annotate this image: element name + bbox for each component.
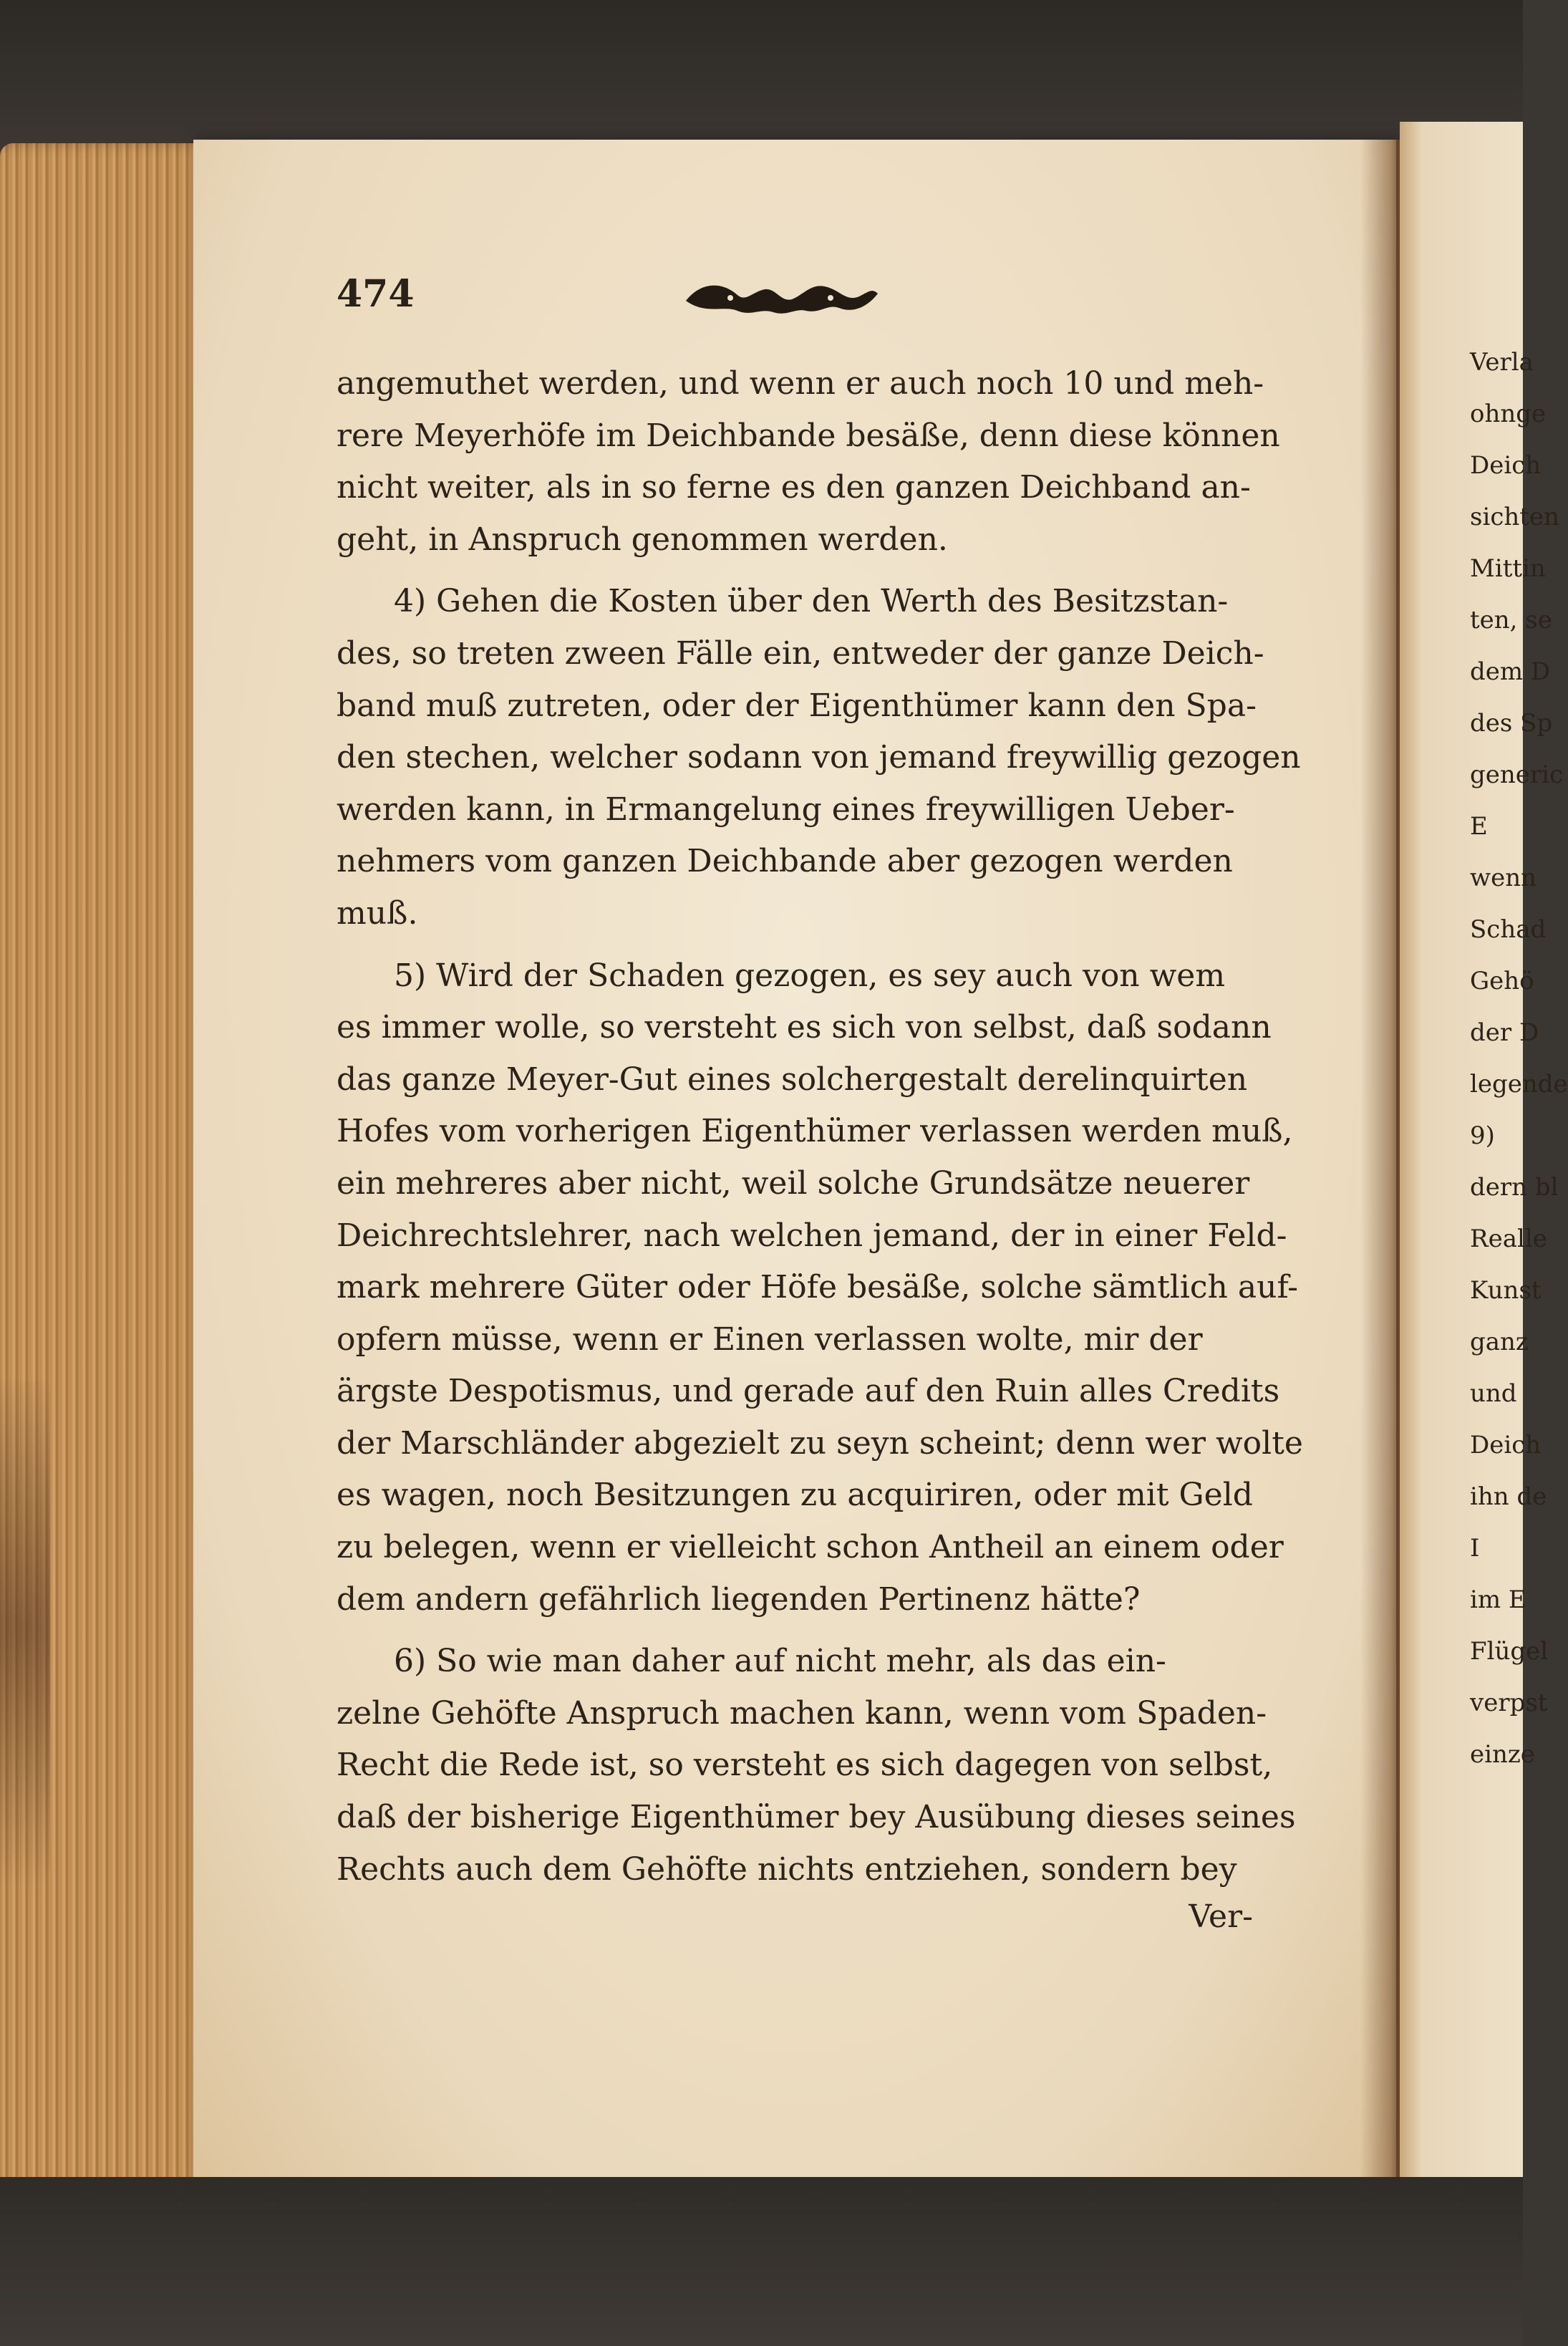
- margin-fragment: legende: [1470, 1070, 1568, 1099]
- paragraph-4: [337, 576, 1301, 940]
- page-header: [337, 272, 1267, 329]
- paragraph-6: [337, 1636, 1296, 1944]
- page-number: 474: [337, 272, 415, 316]
- facing-page-text: [1470, 337, 1568, 1780]
- margin-fragment: generic: [1470, 761, 1564, 789]
- printer-ornament-icon: [680, 274, 881, 324]
- text-line: Recht die Rede ist, so versteht es sich dagegen von selbst,: [337, 1747, 1273, 1784]
- margin-fragment: der D: [1470, 1018, 1539, 1047]
- margin-fragment: Schad: [1470, 915, 1547, 944]
- text-line: nehmers vom ganzen Deichbande aber gezogen werden: [337, 843, 1233, 880]
- margin-fragment: Realle: [1470, 1225, 1547, 1253]
- text-line: das ganze Meyer-Gut eines solchergestalt derelinquirten: [337, 1061, 1248, 1098]
- text-line: 5) Wird der Schaden gezogen, es sey auch von wem: [394, 957, 1226, 994]
- page-body: [337, 358, 1303, 1954]
- text-line: angemuthet werden, und wenn er auch noch 10 und meh-: [337, 365, 1264, 402]
- text-line: muß.: [337, 894, 418, 932]
- text-line: Rechts auch dem Gehöfte nichts entziehen, sondern bey: [337, 1850, 1237, 1888]
- margin-fragment: einze: [1470, 1740, 1535, 1769]
- margin-fragment: dem D: [1470, 657, 1551, 686]
- margin-fragment: sichten: [1470, 503, 1559, 531]
- margin-fragment: verpst: [1470, 1689, 1548, 1717]
- text-line: den stechen, welcher sodann von jemand freywillig gezogen: [337, 739, 1301, 776]
- margin-fragment: Mittin: [1470, 554, 1546, 583]
- paragraph-5: [337, 950, 1303, 1626]
- text-line: Deichrechtslehrer, nach welchen jemand, der in einer Feld-: [337, 1217, 1287, 1254]
- margin-fragment: 9): [1470, 1121, 1495, 1150]
- catchword: Ver-: [1189, 1898, 1253, 1936]
- margin-fragment: Deich: [1470, 451, 1542, 480]
- text-line: 4) Gehen die Kosten über den Werth des Besitzstan-: [394, 583, 1229, 620]
- margin-fragment: Flügel: [1470, 1637, 1549, 1666]
- text-line: es immer wolle, so versteht es sich von selbst, daß sodann: [337, 1009, 1272, 1046]
- margin-fragment: ten, se: [1470, 606, 1552, 634]
- margin-fragment: Verla: [1470, 348, 1534, 377]
- text-line: opfern müsse, wenn er Einen verlassen wolte, mir der: [337, 1321, 1203, 1358]
- text-line: ärgste Despotismus, und gerade auf den Ruin alles Credits: [337, 1373, 1280, 1410]
- book-gutter: [1360, 140, 1403, 2181]
- margin-fragment: Deich: [1470, 1431, 1542, 1459]
- margin-fragment: Kunst: [1470, 1276, 1542, 1305]
- margin-fragment: ihn de: [1470, 1482, 1547, 1511]
- text-line: nicht weiter, als in so ferne es den ganzen Deichband an-: [337, 469, 1251, 506]
- margin-fragment: ohnge: [1470, 400, 1547, 428]
- page-edges: [0, 143, 215, 2206]
- text-line: werden kann, in Ermangelung eines freywilligen Ueber-: [337, 791, 1235, 828]
- paragraph-continuation: [337, 358, 1280, 566]
- text-line: band muß zutreten, oder der Eigenthümer kann den Spa-: [337, 687, 1257, 724]
- text-line: geht, in Anspruch genommen werden.: [337, 521, 948, 558]
- margin-fragment: E: [1470, 812, 1488, 841]
- margin-fragment: wenn: [1470, 864, 1537, 892]
- text-line: Hofes vom vorherigen Eigenthümer verlassen werden muß,: [337, 1113, 1293, 1150]
- margin-fragment: und: [1470, 1379, 1517, 1408]
- margin-fragment: I: [1470, 1534, 1480, 1563]
- background-bottom: [0, 2177, 1523, 2346]
- margin-fragment: Gehö: [1470, 967, 1534, 995]
- text-line: der Marschländer abgezielt zu seyn scheint; denn wer wolte: [337, 1424, 1303, 1462]
- text-line: rere Meyerhöfe im Deichbande besäße, denn diese können: [337, 417, 1280, 454]
- text-line: 6) So wie man daher auf nicht mehr, als das ein-: [394, 1643, 1166, 1680]
- margin-fragment: des Sp: [1470, 709, 1553, 738]
- text-line: zu belegen, wenn er vielleicht schon Antheil an einem oder: [337, 1529, 1284, 1566]
- text-line: ein mehreres aber nicht, weil solche Grundsätze neuerer: [337, 1164, 1250, 1202]
- text-line: daß der bisherige Eigenthümer bey Ausübung dieses seines: [337, 1799, 1296, 1836]
- text-line: mark mehrere Güter oder Höfe besäße, solche sämtlich auf-: [337, 1269, 1299, 1306]
- margin-fragment: ganz: [1470, 1328, 1529, 1356]
- text-line: dem andern gefährlich liegenden Pertinenz hätte?: [337, 1580, 1141, 1618]
- margin-fragment: im E: [1470, 1585, 1526, 1614]
- text-line: des, so treten zween Fälle ein, entweder der ganze Deich-: [337, 634, 1264, 672]
- text-line: zelne Gehöfte Anspruch machen kann, wenn vom Spaden-: [337, 1694, 1267, 1732]
- margin-fragment: dern bl: [1470, 1173, 1559, 1202]
- text-line: es wagen, noch Besitzungen zu acquiriren, oder mit Geld: [337, 1477, 1253, 1514]
